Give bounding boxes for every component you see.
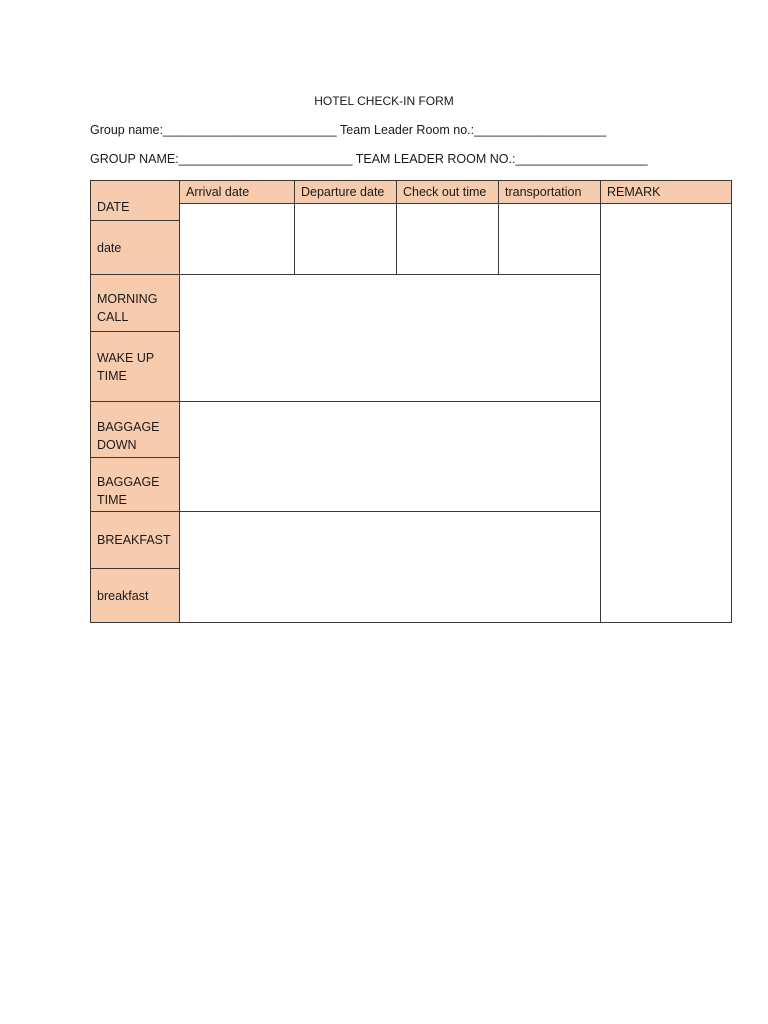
- header-remark: [600, 180, 732, 204]
- row-label-breakfast-lower: [90, 568, 180, 623]
- remark-field[interactable]: [600, 203, 732, 623]
- group-name-line[interactable]: Group name:_________________________ Team Leader Room no.:___________________: [90, 123, 607, 137]
- check-out-time-field[interactable]: [396, 203, 499, 275]
- row-label-date-lower: [90, 220, 180, 275]
- row-label-date-lower-text: date: [97, 240, 122, 255]
- header-arrival-date-label: Arrival date: [186, 185, 250, 199]
- header-transportation-label: transportation: [505, 185, 582, 199]
- check-in-table: [90, 180, 732, 623]
- breakfast-field[interactable]: [179, 511, 601, 623]
- row-label-baggage-time: [90, 457, 180, 512]
- row-label-breakfast-upper: [90, 511, 180, 569]
- group-name-caps-line[interactable]: GROUP NAME:_________________________ TEAM LEADER ROOM NO.:___________________: [90, 152, 648, 166]
- row-label-breakfast-lower-text: breakfast: [97, 588, 149, 603]
- row-label-wake-up-time: [90, 331, 180, 402]
- morning-call-field[interactable]: [179, 274, 601, 402]
- row-label-baggage-down: [90, 401, 180, 458]
- transportation-field[interactable]: [498, 203, 601, 275]
- arrival-date-field[interactable]: [179, 203, 295, 275]
- row-label-morning-call: [90, 274, 180, 332]
- row-label-date-upper: [90, 180, 180, 221]
- header-check-out-time: [396, 180, 499, 204]
- header-arrival-date: [179, 180, 295, 204]
- header-check-out-time-label: Check out time: [403, 185, 487, 199]
- row-label-wake-up-time-text: WAKE UP TIME: [97, 350, 154, 383]
- row-label-baggage-time-text: BAGGAGE TIME: [97, 474, 160, 507]
- row-label-breakfast-upper-text: BREAKFAST: [97, 533, 171, 547]
- header-transportation: [498, 180, 601, 204]
- row-label-date-upper-text: DATE: [97, 199, 130, 214]
- page-title: HOTEL CHECK-IN FORM: [314, 94, 454, 108]
- header-departure-date: [294, 180, 397, 204]
- baggage-field[interactable]: [179, 401, 601, 512]
- header-departure-date-label: Departure date: [301, 185, 385, 199]
- row-label-morning-call-text: MORNING CALL: [97, 292, 158, 324]
- header-remark-label: REMARK: [607, 185, 661, 199]
- row-label-baggage-down-text: BAGGAGE DOWN: [97, 419, 160, 452]
- departure-date-field[interactable]: [294, 203, 397, 275]
